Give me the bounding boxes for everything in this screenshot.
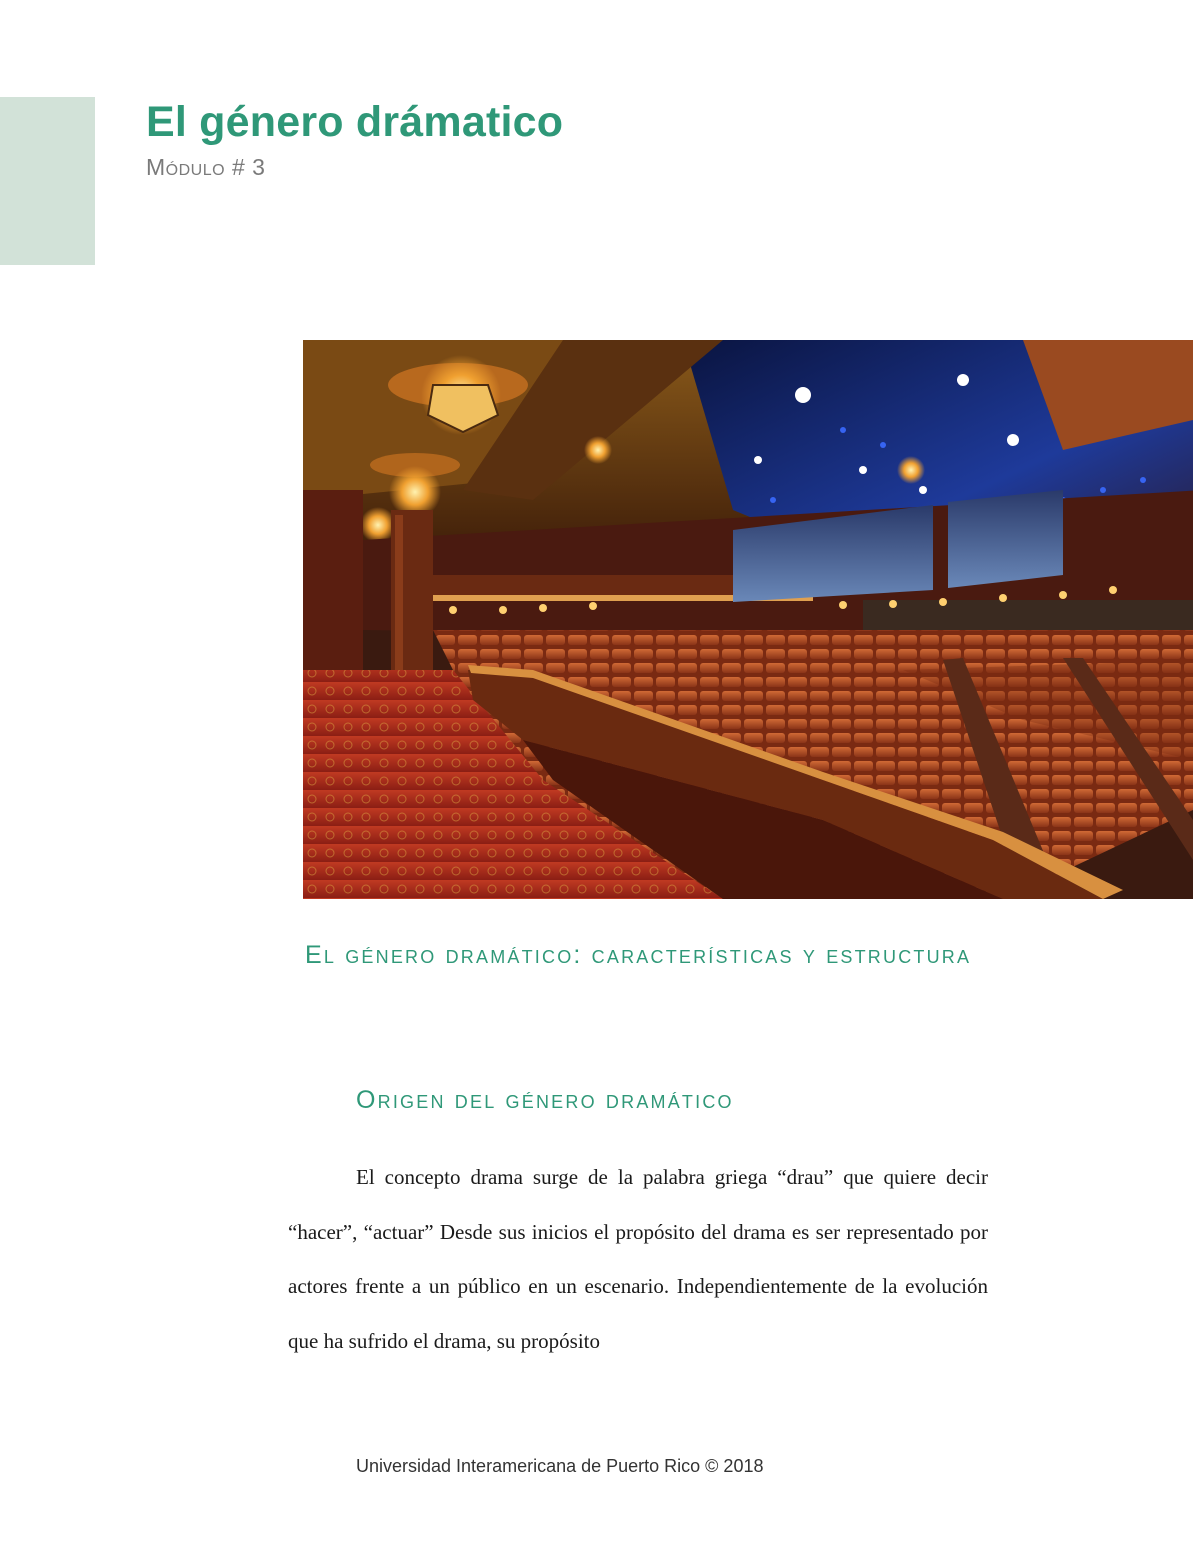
document-title: El género drámatico	[146, 98, 564, 146]
subsection-heading: Origen del género dramático	[356, 1086, 734, 1114]
theater-auditorium-photo	[303, 340, 1193, 899]
footer-copyright: Universidad Interamericana de Puerto Rico © 2018	[356, 1456, 764, 1476]
module-label: Módulo # 3	[146, 154, 266, 180]
body-paragraph: El concepto drama surge de la palabra griega “drau” que quiere decir “hacer”, “actuar” Desde sus inicios el propósito del drama es ser representado por actores frente a un público en un escenario. Independientemente de la evolución que ha sufrido el drama, su propósito	[288, 1165, 988, 1353]
section-heading: El género dramático: características y estructura	[305, 941, 972, 969]
side-color-block	[0, 97, 95, 265]
